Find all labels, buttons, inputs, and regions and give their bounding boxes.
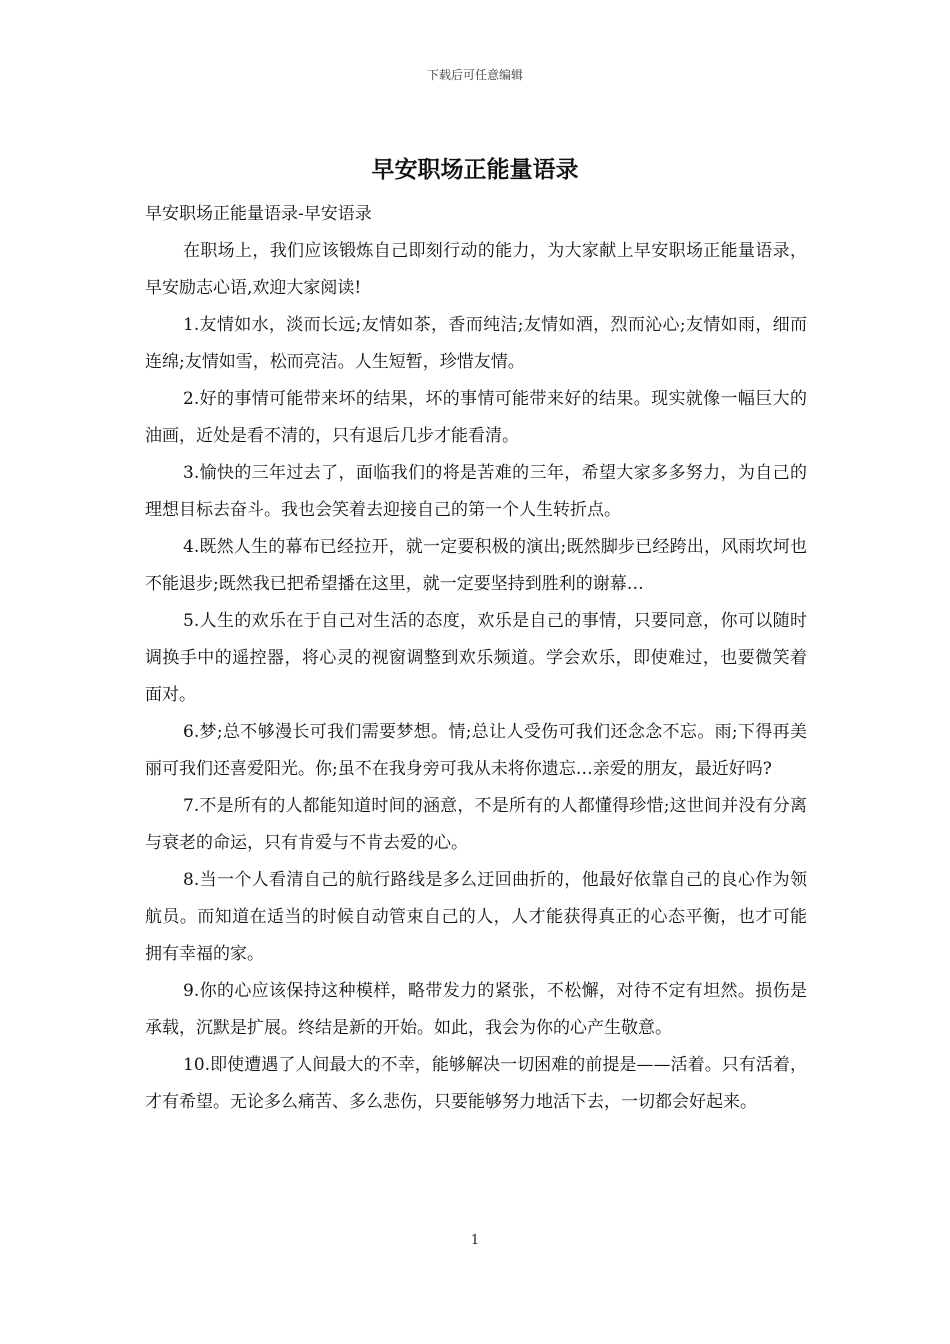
quote-paragraph-10: 10.即使遭遇了人间最大的不幸，能够解决一切困难的前提是——活着。只有活着，才有希望。无论多么痛苦、多么悲伤，只要能够努力地活下去，一切都会好起来。 bbox=[145, 1055, 807, 1112]
quote-paragraph-2: 2.好的事情可能带来坏的结果，坏的事情可能带来好的结果。现实就像一幅巨大的油画，近处是看不清的，只有退后几步才能看清。 bbox=[145, 389, 807, 446]
document-subtitle: 早安职场正能量语录-早安语录 bbox=[145, 204, 372, 224]
intro-paragraph: 在职场上，我们应该锻炼自己即刻行动的能力，为大家献上早安职场正能量语录，早安励志心语,欢迎大家阅读! bbox=[145, 241, 807, 298]
page-header-note: 下载后可任意编辑 bbox=[426, 68, 523, 82]
quote-paragraph-7: 7.不是所有的人都能知道时间的涵意，不是所有的人都懂得珍惜;这世间并没有分离与衰老的命运，只有肯爱与不肯去爱的心。 bbox=[145, 796, 807, 853]
quote-paragraph-6: 6.梦;总不够漫长可我们需要梦想。情;总让人受伤可我们还念念不忘。雨;下得再美丽可我们还喜爱阳光。你;虽不在我身旁可我从未将你遗忘…亲爱的朋友，最近好吗? bbox=[145, 722, 807, 779]
document-body bbox=[145, 196, 807, 1121]
document-title: 早安职场正能量语录 bbox=[371, 157, 579, 183]
quote-paragraph-5: 5.人生的欢乐在于自己对生活的态度，欢乐是自己的事情，只要同意，你可以随时调换手中的遥控器，将心灵的视窗调整到欢乐频道。学会欢乐，即使难过，也要微笑着面对。 bbox=[145, 611, 807, 705]
quote-paragraph-3: 3.愉快的三年过去了，面临我们的将是苦难的三年，希望大家多多努力，为自己的理想目标去奋斗。我也会笑着去迎接自己的第一个人生转折点。 bbox=[145, 463, 807, 520]
quote-paragraph-1: 1.友情如水，淡而长远;友情如茶，香而纯洁;友情如酒，烈而沁心;友情如雨，细而连绵;友情如雪，松而亮洁。人生短暂，珍惜友情。 bbox=[145, 315, 807, 372]
quote-paragraph-8: 8.当一个人看清自己的航行路线是多么迂回曲折的，他最好依靠自己的良心作为领航员。而知道在适当的时候自动管束自己的人，人才能获得真正的心态平衡，也才可能拥有幸福的家。 bbox=[145, 870, 807, 964]
quote-paragraph-9: 9.你的心应该保持这种模样，略带发力的紧张，不松懈，对待不定有坦然。损伤是承载，沉默是扩展。终结是新的开始。如此，我会为你的心产生敬意。 bbox=[145, 981, 807, 1038]
quote-paragraph-4: 4.既然人生的幕布已经拉开，就一定要积极的演出;既然脚步已经跨出，风雨坎坷也不能退步;既然我已把希望播在这里，就一定要坚持到胜利的谢幕… bbox=[145, 537, 807, 594]
page-number: 1 bbox=[470, 1233, 480, 1248]
